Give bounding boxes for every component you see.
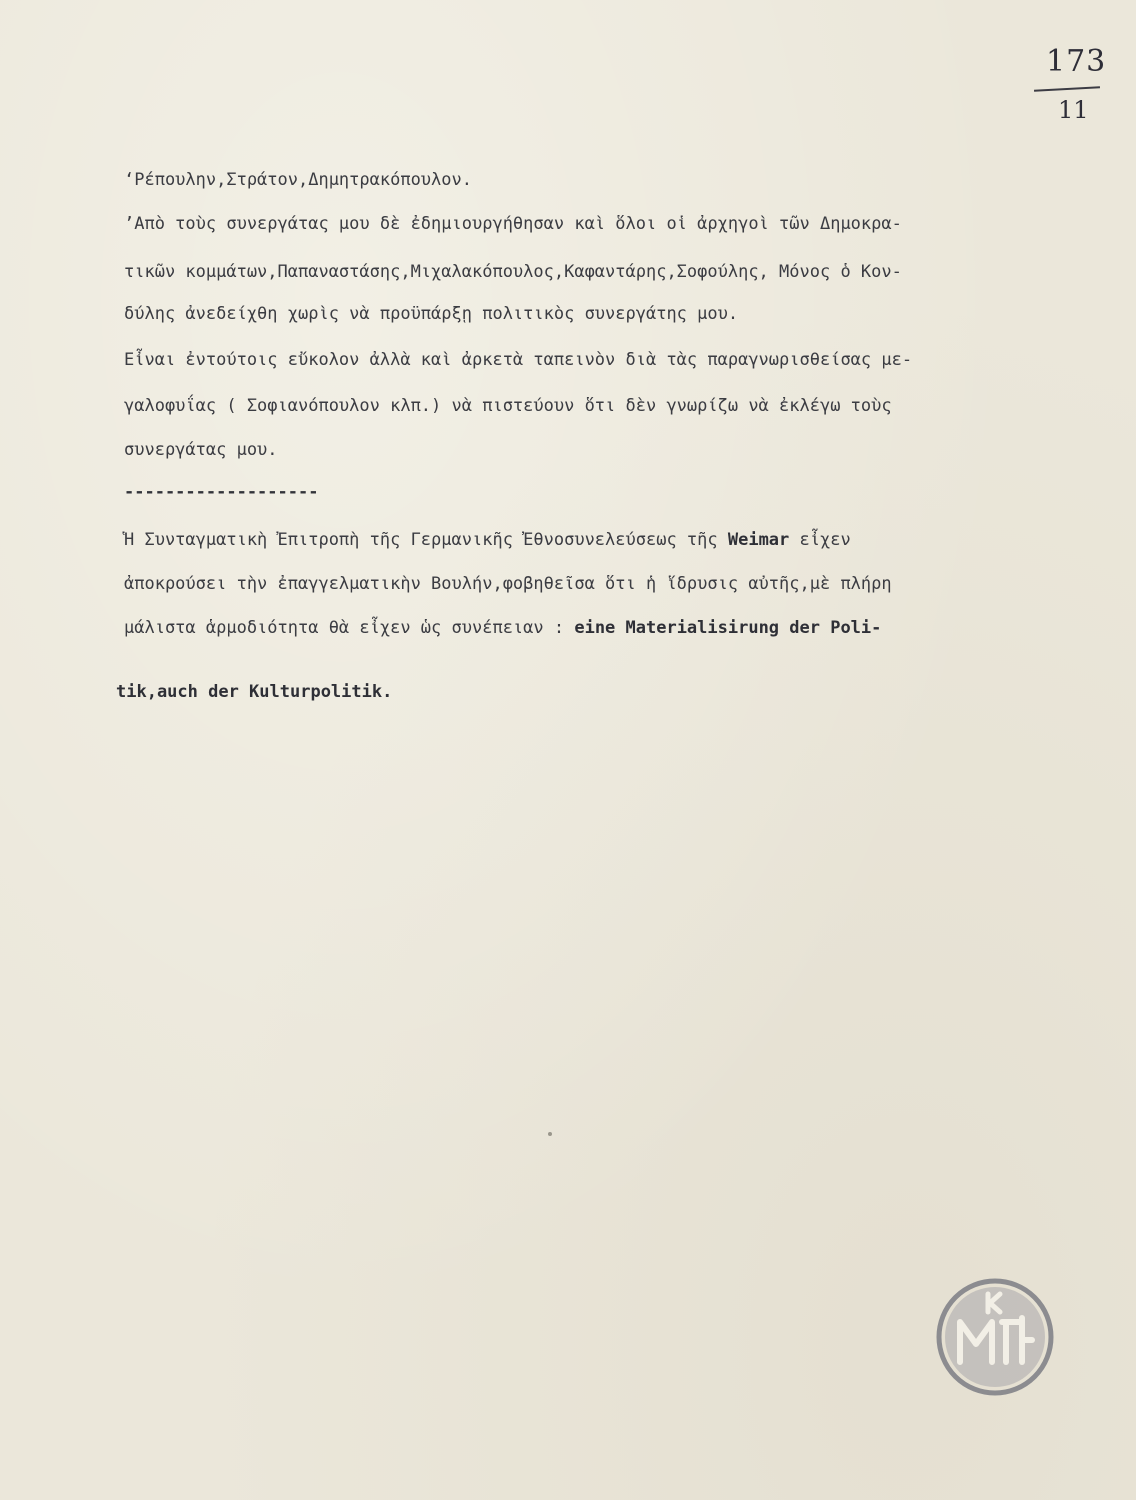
german-text: Weimar — [727, 530, 790, 550]
text-line — [124, 396, 892, 416]
greek-text: μάλιστα ἁρμοδιότητα θὰ εἶχεν ὡς συνέπειαν : — [124, 618, 575, 638]
greek-text: εἶχεν — [789, 530, 851, 550]
greek-text: τικῶν κομμάτων,Παπαναστάσης,Μιχαλακόπουλος,Καφαντάρης,Σοφούλης, Μόνος ὁ Κον- — [124, 262, 902, 282]
greek-text: ἀποκρούσει τὴν ἐπαγγελματικὴν Βουλήν,φοβηθεῖσα ὅτι ἡ ἵδρυσις αὐτῆς,μὲ πλήρη — [124, 574, 892, 594]
section-separator: ------------------- — [124, 482, 319, 502]
german-text: eine Materialisirung der Poli- — [574, 618, 882, 638]
archive-seal-icon — [936, 1278, 1054, 1396]
text-line — [124, 350, 912, 370]
greek-text: ‘Ρέπουλην,Στράτον,Δημητρακόπουλον. — [124, 170, 472, 190]
text-line — [124, 304, 738, 324]
text-line — [124, 262, 902, 282]
page-subnumber: 11 — [1058, 96, 1089, 124]
greek-text: συνεργάτας μου. — [124, 440, 278, 460]
text-line — [116, 682, 392, 702]
german-text: tik,auch der Kulturpolitik. — [116, 682, 393, 702]
greek-text: Εἶναι ἐντούτοις εὔκολον ἀλλὰ καὶ ἀρκετὰ ταπεινὸν διὰ τὰς παραγνωρισθείσας με- — [124, 350, 913, 370]
text-line — [124, 530, 851, 550]
text-line — [124, 574, 892, 594]
greek-text: Ἡ Συνταγματικὴ Ἐπιτροπὴ τῆς Γερμανικῆς Ἐθνοσυνελεύσεως τῆς — [124, 530, 728, 550]
text-line — [124, 170, 472, 190]
greek-text: γαλοφυΐας ( Σοφιανόπουλον κλπ.) νὰ πιστεύουν ὅτι δὲν γνωρίζω νὰ ἐκλέγω τοὺς — [124, 396, 892, 416]
page-number-rule — [1034, 86, 1100, 91]
greek-text: δύλης ἀνεδείχθη χωρὶς νὰ προϋπάρξῃ πολιτικὸς συνεργάτης μου. — [124, 304, 739, 324]
text-line — [124, 214, 902, 234]
greek-text: ’Απὸ τοὺς συνεργάτας μου δὲ ἐδημιουργήθησαν καὶ ὅλοι οἱ ἀρχηγοὶ τῶν Δημοκρα- — [124, 214, 902, 234]
page-number: 173 — [1046, 44, 1107, 79]
text-line — [124, 618, 881, 638]
paper-speck — [548, 1132, 552, 1136]
text-line — [124, 440, 278, 460]
